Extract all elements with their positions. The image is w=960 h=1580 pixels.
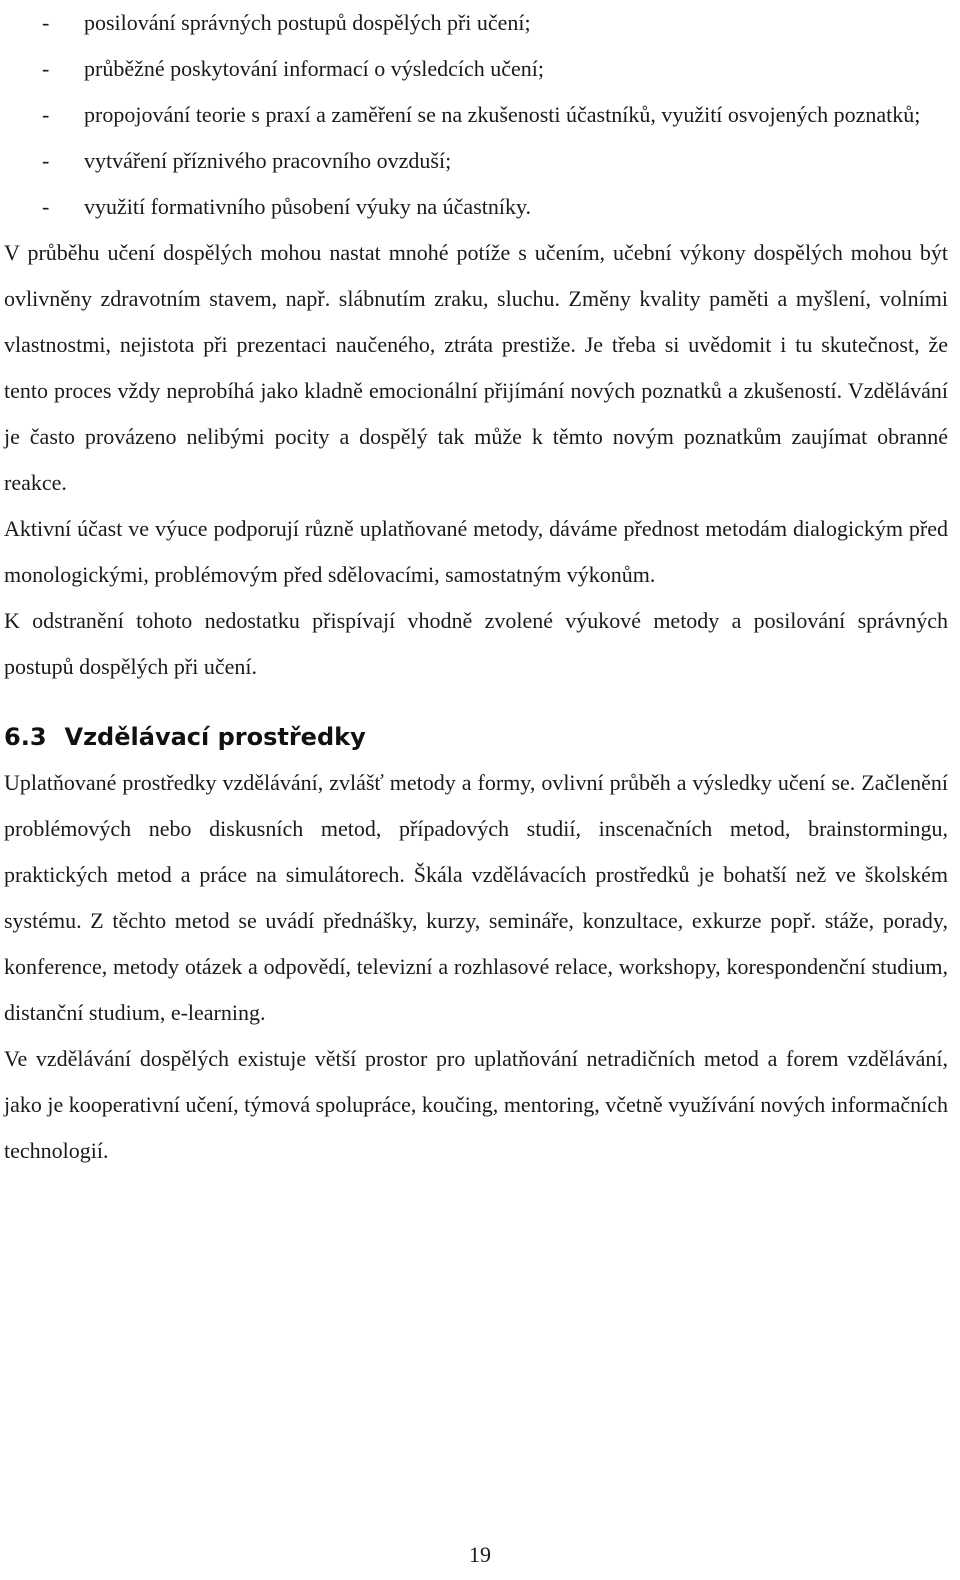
page-number: 19 (469, 1542, 491, 1567)
bullet-text: využití formativního působení výuky na účastníky. (84, 194, 532, 219)
paragraph-learning-difficulties: V průběhu učení dospělých mohou nastat mnohé potíže s učením, učební výkony dospělých mohou být ovlivněny zdravotním stavem, např. slábnutím zraku, sluchu. Změny kvality paměti a myšlení, volními vlastnostmi, nejistota při prezentaci naučeného, ztráta prestiže. Je třeba si uvědomit i tu skutečnost, že tento proces vždy neprobíhá jako kladně emocionální přijímání nových poznatků a zkušeností. Vzdělávání je často provázeno nelibými pocity a dospělý tak může k těmto novým poznatkům zaujímat obranné reakce. (4, 240, 948, 495)
bullet-item (4, 92, 948, 138)
section-heading (4, 714, 948, 760)
section-number: 6.3 (4, 723, 47, 751)
document-page (4, 0, 948, 1174)
bullet-text: průběžné poskytování informací o výsledcích učení; (84, 56, 545, 81)
bullet-text: vytváření příznivého pracovního ovzduší; (84, 148, 452, 173)
bullet-text: posilování správných postupů dospělých při učení; (84, 10, 531, 35)
bullet-item (4, 184, 948, 230)
bullet-dash: - (42, 102, 50, 127)
bullet-text: propojování teorie s praxí a zaměření se na zkušenosti účastníků, využití osvojených poznatků; (84, 102, 921, 127)
paragraph-nontraditional-methods: Ve vzdělávání dospělých existuje větší prostor pro uplatňování netradičních metod a forem vzdělávání, jako je kooperativní učení, týmová spolupráce, koučing, mentoring, včetně využívání nových informačních technologií. (4, 1046, 948, 1163)
paragraph-active-participation: Aktivní účast ve výuce podporují různě uplatňované metody, dáváme přednost metodám dialogickým před monologickými, problémovým před sdělovacími, samostatným výkonům. (4, 516, 948, 587)
paragraph-remedy: K odstranění tohoto nedostatku přispívají vhodně zvolené výukové metody a posilování správných postupů dospělých při učení. (4, 608, 948, 679)
paragraph-education-means: Uplatňované prostředky vzdělávání, zvlášť metody a formy, ovlivní průběh a výsledky učení se. Začlenění problémových nebo diskusních metod, případových studií, inscenačních metod, brainstormingu, praktických metod a práce na simulátorech. Škála vzdělávacích prostředků je bohatší než ve školském systému. Z těchto metod se uvádí přednášky, kurzy, semináře, konzultace, exkurze popř. stáže, porady, konference, metody otázek a odpovědí, televizní a rozhlasové relace, workshopy, korespondenční studium, distanční studium, e-learning. (4, 770, 948, 1025)
bullet-item (4, 46, 948, 92)
bullet-item (4, 138, 948, 184)
bullet-dash: - (42, 148, 50, 173)
bullet-dash: - (42, 10, 50, 35)
bullet-dash: - (42, 194, 50, 219)
bullet-item (4, 0, 948, 46)
section-title: Vzdělávací prostředky (64, 723, 366, 751)
bullet-dash: - (42, 56, 50, 81)
bullet-list (4, 0, 948, 230)
